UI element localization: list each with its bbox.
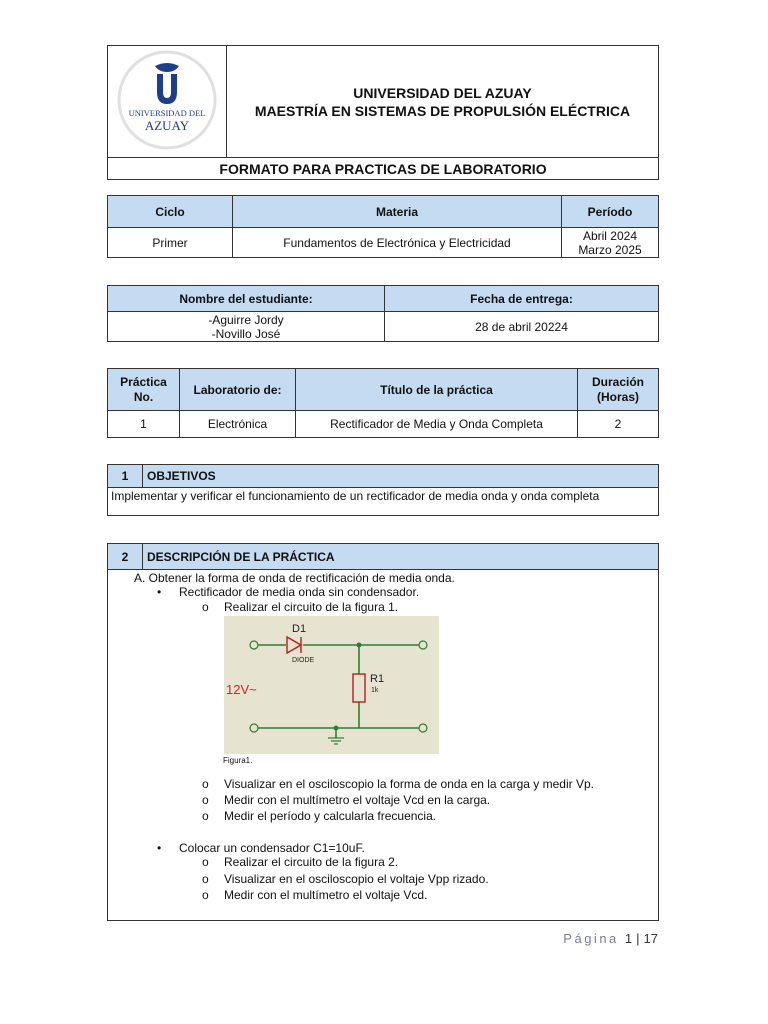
sub-bullet: o <box>202 793 209 807</box>
bullet-1-text: Rectificador de media onda sin condensador. <box>179 585 420 599</box>
page-number: 1 <box>624 931 633 946</box>
header-titulo: Título de la práctica <box>296 369 578 411</box>
descripcion-section <box>107 543 659 570</box>
header-title-cell <box>227 46 659 158</box>
sub-bullet: o <box>202 809 209 823</box>
sub-bullet: o <box>202 855 209 869</box>
logo-text-top: UNIVERSIDAD DEL <box>128 108 206 118</box>
ciclo-value: Primer <box>108 228 233 258</box>
objetivos-title: OBJETIVOS <box>143 465 659 488</box>
periodo-start: Abril 2024 <box>582 228 638 243</box>
sub-3-text: Medir con el multímetro el voltaje Vcd en la carga. <box>224 793 491 807</box>
sub-2-text: Visualizar en el osciloscopio la forma de onda en la carga y medir Vp. <box>224 777 594 791</box>
bullet-2-text: Colocar un condensador C1=10uF. <box>179 841 365 855</box>
sub-6-text: Visualizar en el osciloscopio el voltaje Vpp rizado. <box>224 872 489 886</box>
sub-bullet: o <box>202 888 209 902</box>
laboratorio-value: Electrónica <box>180 411 296 438</box>
header-duracion-line2: (Horas) <box>596 389 639 404</box>
sub-7 <box>202 888 427 903</box>
page-footer <box>563 931 658 946</box>
item-a: A. Obtener la forma de onda de rectificación de media onda. <box>134 571 455 585</box>
resistor-label: R1 <box>370 673 385 685</box>
header-practica <box>108 369 180 411</box>
header-ciclo: Ciclo <box>108 196 233 228</box>
bullet-1 <box>157 585 419 600</box>
sub-1 <box>202 600 398 615</box>
bullet-2 <box>157 841 365 856</box>
program-name: MAESTRÍA EN SISTEMAS DE PROPULSIÓN ELÉCTRICA <box>254 102 631 119</box>
objetivos-section <box>107 464 659 516</box>
descripcion-title: DESCRIPCIÓN DE LA PRÁCTICA <box>143 544 659 570</box>
header-periodo: Período <box>562 196 659 228</box>
objetivos-text-content: Implementar y verificar el funcionamiento de un rectificador de media onda y onda completa <box>111 489 600 503</box>
source-label: 12V~ <box>226 682 257 697</box>
header-practica-line1: Práctica <box>120 374 167 389</box>
figure-caption: Figura1. <box>223 756 253 765</box>
periodo-value <box>562 228 659 258</box>
page-total: 17 <box>643 931 658 946</box>
student-1: -Aguirre Jordy <box>208 312 284 327</box>
student-names <box>108 312 385 342</box>
bullet-dot: • <box>157 585 162 599</box>
header-duracion-line1: Duración <box>591 374 644 389</box>
student-table <box>107 285 659 342</box>
resistor-value: 1k <box>371 687 379 694</box>
header-materia: Materia <box>233 196 562 228</box>
titulo-value: Rectificador de Media y Onda Completa <box>296 411 578 438</box>
descripcion-body <box>107 570 659 921</box>
sub-bullet: o <box>202 777 209 791</box>
header-student: Nombre del estudiante: <box>108 286 385 312</box>
course-table <box>107 195 659 258</box>
sub-bullet: o <box>202 872 209 886</box>
logo-cell <box>108 46 227 158</box>
sub-bullet: o <box>202 600 209 614</box>
header-duracion <box>578 369 659 411</box>
header-laboratorio: Laboratorio de: <box>180 369 296 411</box>
student-2: -Novillo José <box>211 326 281 341</box>
practice-table <box>107 368 659 438</box>
bullet-dot: • <box>157 841 162 855</box>
duracion-value: 2 <box>578 411 659 438</box>
form-title: FORMATO PARA PRACTICAS DE LABORATORIO <box>108 158 659 180</box>
sub-2 <box>202 777 594 792</box>
sub-5 <box>202 855 398 870</box>
sub-1-text: Realizar el circuito de la figura 1. <box>224 600 399 614</box>
circuit-figure-1 <box>224 616 439 754</box>
descripcion-number: 2 <box>108 544 143 570</box>
objetivos-number: 1 <box>108 465 143 488</box>
page-word: Página <box>563 931 619 946</box>
header-fecha: Fecha de entrega: <box>385 286 659 312</box>
objetivos-text <box>108 488 659 516</box>
university-name: UNIVERSIDAD DEL AZUAY <box>353 84 532 101</box>
periodo-end: Marzo 2025 <box>578 242 642 257</box>
header-table <box>107 45 659 180</box>
sub-7-text: Medir con el multímetro el voltaje Vcd. <box>224 888 428 902</box>
practica-number: 1 <box>108 411 180 438</box>
diode-label: D1 <box>292 623 307 635</box>
diode-type-label: DIODE <box>292 657 315 664</box>
fecha-value: 28 de abril 20224 <box>385 312 659 342</box>
sub-6 <box>202 872 489 887</box>
logo-text-bottom: AZUAY <box>144 118 190 133</box>
page-separator: | <box>636 931 640 946</box>
sub-5-text: Realizar el circuito de la figura 2. <box>224 855 399 869</box>
university-logo <box>111 48 223 152</box>
header-practica-line2: No. <box>133 389 154 404</box>
sub-4 <box>202 809 436 824</box>
materia-value: Fundamentos de Electrónica y Electricidad <box>233 228 562 258</box>
sub-3 <box>202 793 490 808</box>
sub-4-text: Medir el período y calcularla frecuencia. <box>224 809 437 823</box>
